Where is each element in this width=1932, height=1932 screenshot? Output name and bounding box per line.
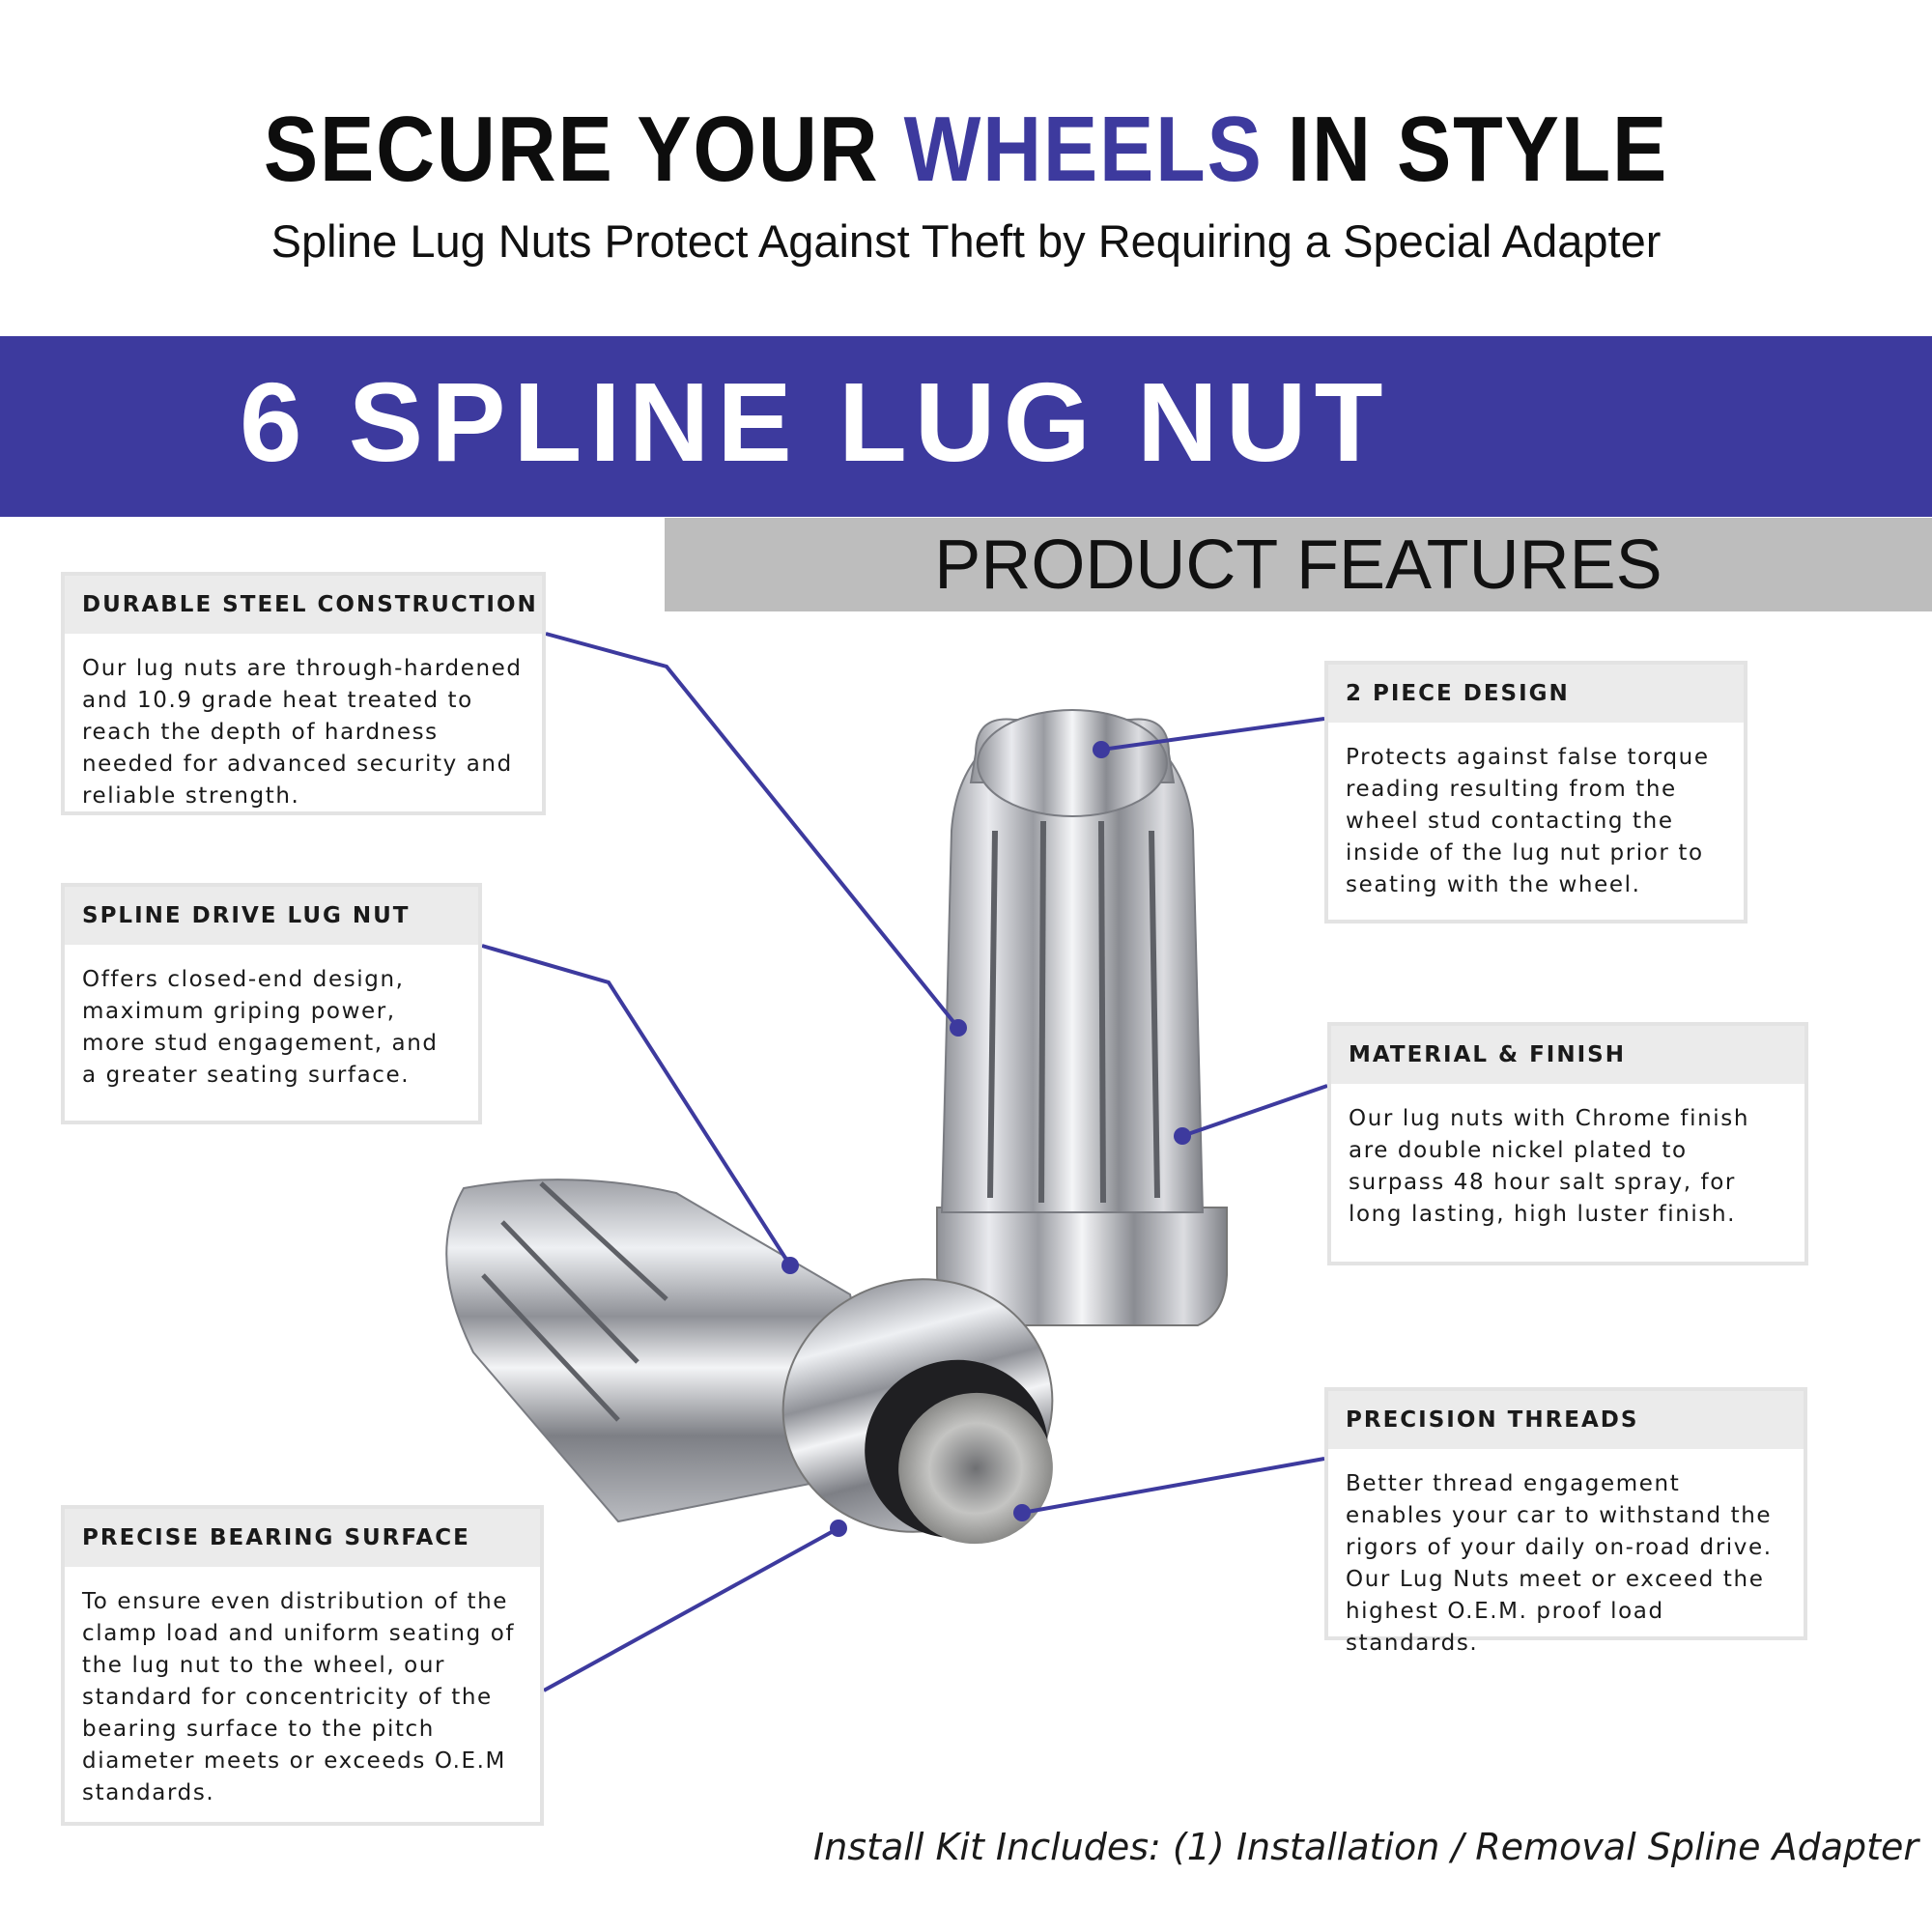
headline-part1: SECURE YOUR [263,98,904,201]
install-kit-note: Install Kit Includes: (1) Installation / Removal Spline Adapter [813,1826,1919,1868]
feature-card-precision-threads [1324,1387,1807,1656]
headline-accent: WHEELS [903,98,1264,201]
feature-title: PRECISE BEARING SURFACE [65,1509,540,1567]
feature-card-bearing-surface [61,1505,544,1826]
feature-text: Our lug nuts with Chrome finish are double nickel plated to surpass 48 hour salt spray, for long lasting, high luster finish. [1349,1106,1750,1227]
feature-title: DURABLE STEEL CONSTRUCTION [65,576,542,634]
feature-card-spline-drive [61,883,482,1124]
headline-part2: IN STYLE [1263,98,1669,201]
feature-card-durable-steel [61,572,546,815]
feature-card-material-finish [1327,1022,1808,1265]
feature-card-2-piece-design [1324,661,1747,923]
feature-title: SPLINE DRIVE LUG NUT [65,887,478,945]
feature-text: To ensure even distribution of the clamp load and uniform seating of the lug nut to the wheel, our standard for concentricity of the bearing surface to the pitch diameter meets or exceeds O.E.M standards. [82,1589,516,1805]
feature-text: Better thread engagement enables your car to withstand the rigors of your daily on-road drive. Our Lug Nuts meet or exceed the highest O.E.M. proof load standards. [1346,1471,1773,1656]
feature-title: 2 PIECE DESIGN [1328,665,1744,723]
feature-title: MATERIAL & FINISH [1331,1026,1804,1084]
feature-text: Protects against false torque reading resulting from the wheel stud contacting the inside of the lug nut prior to seating with the wheel. [1346,745,1710,897]
feature-text: Our lug nuts are through-hardened and 10.9 grade heat treated to reach the depth of hardness needed for advanced security and reliable strength. [82,656,523,809]
features-heading: PRODUCT FEATURES [934,526,1662,604]
feature-title: PRECISION THREADS [1328,1391,1804,1449]
upright-lug-nut [937,710,1227,1325]
feature-text: Offers closed-end design, maximum griping power, more stud engagement, and a greater seating surface. [82,967,439,1088]
product-title: 6 SPLINE LUG NUT [240,359,1391,485]
subtitle: Spline Lug Nuts Protect Against Theft by Requiring a Special Adapter [270,215,1662,267]
